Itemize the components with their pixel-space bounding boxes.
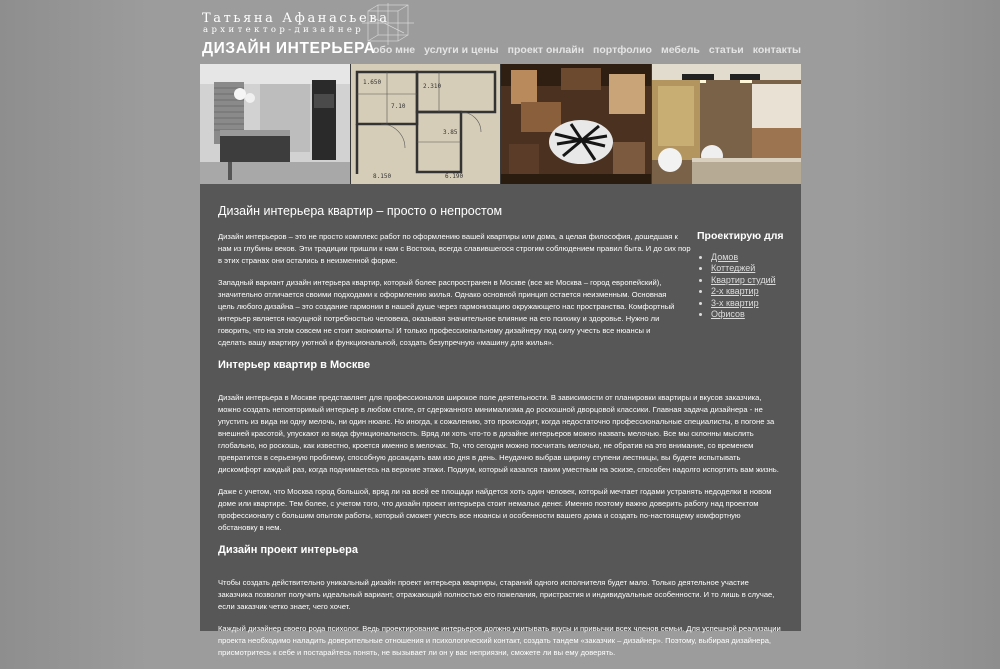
site-header [200,0,801,64]
svg-text:7.10: 7.10 [390,103,405,110]
sidebar-link-cottages[interactable]: Коттеджей [711,263,756,274]
sidebar [697,230,797,320]
sidebar-link-studios[interactable]: Квартир студий [711,274,776,285]
sidebar-item [711,286,797,297]
section-heading: Дизайн проект интерьера [218,544,358,556]
article-title: Дизайн интерьера квартир – просто о непростом [218,204,503,218]
designer-role: архитектор-дизайнер [203,25,365,35]
nav-contacts[interactable]: контакты [752,44,801,56]
wireframe-cube-icon [360,3,415,45]
kitchen-interior-photo [200,64,350,184]
sidebar-item [711,298,797,309]
page [200,0,801,657]
sidebar-item [711,263,797,274]
living-room-render [500,64,651,184]
sidebar-item [711,309,797,320]
floor-plan-drawing [350,64,501,184]
designer-name: Татьяна Афанасьева [202,11,390,26]
article-paragraph: Каждый дизайнер своего рода психолог. Ведь проектирование интерьеров должно учитывать вкусы и привычки всех членов семьи. Для успешной реализации проекта необходимо наладить доверительные отношения и психологический контакт, создать тандем «заказчик – дизайнер». Поэтому, выбирая дизайнера, присмотритесь к себе и постарайтесь понять, не вызывает ли он у вас неприязни, сможете ли вы ему доверять. [218,624,781,657]
article-paragraph: Западный вариант дизайн интерьера квартир, который более распространен в Москве (все же Москва – город европейский), значительно отличается своими подходами к оформлению жилья. Однако основной принцип остается неизменным. Основная цель любого дизайна – это создание гармонии в нашей душе через гармонизацию окружающего нас пространства. Комфортный интерьер является насущной потребностью человека, оказывая значительное влияние на его психику и здоровье. Нужно ли говорить, что на этом совсем не стоит экономить! И только профессиональному дизайнеру под силу учесть все нюансы и сделать вашу квартиру уютной и функциональной, создать безупречную «машину для жилья». [218,278,675,347]
nav-articles[interactable]: статьи [708,44,744,56]
svg-text:3.85: 3.85 [442,129,457,136]
article-paragraph: Даже с учетом, что Москва город большой, вряд ли на всей ее площади найдется хоть один человек, который мечтает годами устранять недоделки в новом доме или квартире. Тем более, с учетом того, что дизайн проект интерьера стоит немалых денег. Именно поэтому важно доверить работу над проектом профессионалу с большим опытом работы, который сможет учесть все нюансы и особенности вашего дома и создать по-настоящему комфортную обстановку в нем. [218,487,772,532]
nav-furniture[interactable]: мебель [660,44,700,56]
main-nav [364,44,801,56]
svg-text:2.310: 2.310 [422,83,441,90]
article-paragraph: Дизайн интерьера в Москве представляет для профессионалов широкое поле деятельности. В зависимости от планировки квартиры и вкусов заказчика, можно создать неповторимый интерьер в любом стиле, от сдержанного минимализма до роскошной дворцовой классики. Главная задача дизайнера - не упустить из вида ни одну мелочь, ни один нюанс. Но иногда, к сожалению, это происходит, когда недостаточно профессиональные специалисты, в погоне за внешней красотой, упускают из вида функциональность. Вряд ли хоть что-то в дизайне интерьеров можно назвать мелочью. Все мы склонны мыслить глобально, но роскошь, как известно, кроется именно в мелочах. То, что сегодня можно посчитать мелочью, не обратив на это внимание, со временем превратится в серьезную проблему, способную досаждать вам изо дня в день. Неудачно выбрав ширину ступени лестницы, вы будете испытывать дискомфорт каждый раз, когда поднимаетесь на верхние этажи. Подиум, который казался таким уместным на эскизе, способен надолго испортить вам жизнь. [218,393,779,474]
sidebar-link-offices[interactable]: Офисов [711,309,745,320]
nav-about[interactable]: обо мне [372,44,416,56]
site-title[interactable]: ДИЗАЙН ИНТЕРЬЕРА [202,40,376,57]
header-banner [200,64,801,184]
sidebar-item [711,275,797,286]
article-paragraph: Дизайн интерьеров – это не просто комплекс работ по оформлению вашей квартиры или дома, а целая философия, дошедшая к нам из глубины веков. Эти традиции пришли к нам с Востока, всегда славившегося строгим соблюдением правил быта. И до сих пор в этих странах они остались в неизменной форме. [218,232,691,265]
sidebar-heading: Проектирую для [697,230,784,242]
content-area [200,184,801,657]
nav-online-project[interactable]: проект онлайн [507,44,585,56]
sidebar-link-three-room[interactable]: 3-х квартир [711,297,759,308]
dining-kitchen-render [651,64,802,184]
sidebar-link-houses[interactable]: Домов [711,252,739,262]
nav-services-prices[interactable]: услуги и цены [424,44,499,56]
sidebar-item [711,252,797,263]
nav-portfolio[interactable]: портфолио [593,44,652,56]
section-heading: Интерьер квартир в Москве [218,359,371,371]
svg-text:6.190: 6.190 [444,173,463,180]
article-paragraph: Чтобы создать действительно уникальный дизайн проект интерьера квартиры, стараний одного исполнителя будет мало. Только деятельное участие заказчика позволит получить идеальный вариант, отражающий полностью его пожелания, пристрастия и индивидуальные особенности. И то лишь в случае, если заказчик четко знает, чего хочет. [218,578,775,611]
svg-text:1.650: 1.650 [362,79,381,86]
sidebar-link-two-room[interactable]: 2-х квартир [711,286,759,297]
sidebar-list [697,252,797,320]
svg-text:8.150: 8.150 [372,173,391,180]
